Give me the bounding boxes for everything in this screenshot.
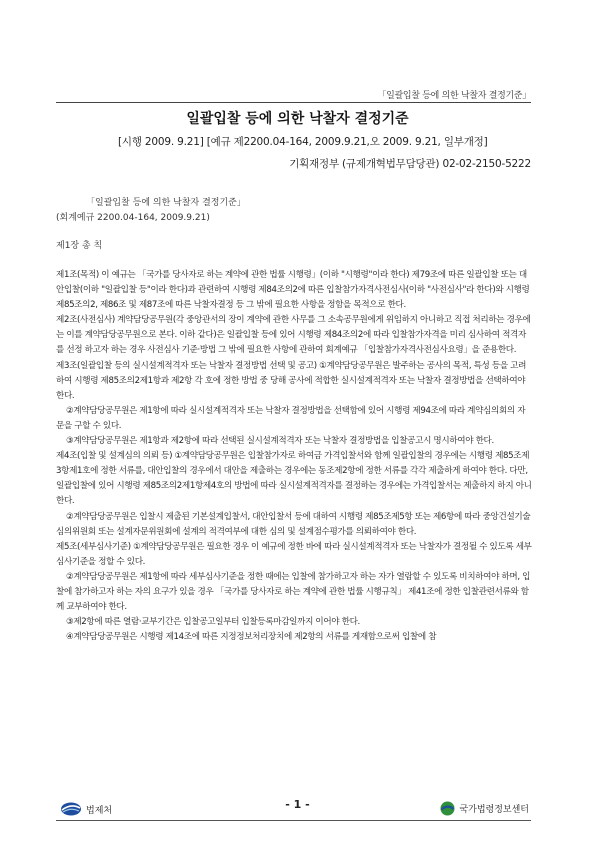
document-body	[56, 268, 533, 645]
article-4-para-2: ②계약담당공무원은 입찰시 제출된 기본설계입찰서, 대안입찰서 등에 대하여 시행령 제85조제5항 또는 제6항에 따라 중앙건설기술심의위원회 또는 설계자문위원회에 설계의 적격여부에 대한 심의 및 설계점수평가를 의뢰하여야 한다.	[56, 511, 531, 537]
document-title: 일괄입찰 등에 의한 낙찰자 결정기준	[186, 111, 409, 127]
sub-reference: (회계예규 2200.04-164, 2009.9.21)	[56, 213, 210, 223]
law-info-center-logo-icon	[440, 801, 455, 816]
enforcement-line: [시행 2009. 9.21] [예규 제2200.04-164, 2009.9.21,오 2009. 9.21, 일부개정]	[118, 136, 488, 148]
footer-right	[440, 801, 529, 816]
page-number: - 1 -	[285, 798, 310, 811]
article-5-para-4: ④계약담당공무원은 시행령 제14조에 따른 지정정보처리장치에 제2항의 서류를 게재함으로써 입찰에 참	[66, 632, 437, 643]
running-header: 「일괄입찰 등에 의한 낙찰자 결정기준」	[377, 91, 531, 101]
article-3-para-1: 제3조(일괄입찰 등의 실시설계적격자 또는 낙찰자 결정방법 선택 및 공고) ①계약담당공무원은 발주하는 공사의 목적, 특성 등을 고려하여 시행령 제85조의2제1항과 제2항 각 호에 정한 방법 중 당해 공사에 적합한 실시설계적격자 또는 낙찰자 결정방법을 선택하여야 한다.	[56, 360, 527, 401]
article-5-para-3: ③제2항에 따른 열람·교부기간은 입찰공고일부터 입찰등록마감일까지 이어야 한다.	[66, 617, 360, 628]
article-2: 제2조(사전심사) 계약담당공무원(각 중앙관서의 장이 계약에 관한 사무를 그 소속공무원에게 위임하지 아니하고 직접 처리하는 경우에는 이를 계약담당공무원으로 본다. 이하 같다)은 일괄입찰 등에 있어 시행령 제84조의2에 따라 입찰참가자격을 미리 심사하여 적격자를 선정 하고자 하는 경우 사전심사 기준·방법 그 밖에 필요한 사항에 관하여 회계예규 「입찰참가자격사전심사요령」을 준용한다.	[56, 315, 531, 356]
footer-right-org: 국가법령정보센터	[459, 805, 529, 815]
document-meta	[56, 134, 531, 171]
article-5-para-2: ②계약담당공무원은 제1항에 따라 세부심사기준을 정한 때에는 입찰에 참가하고자 하는 자가 열람할 수 있도록 비치하여야 하며, 입찰에 참가하고자 하는 자의 요구가 있을 경우 「국가를 당사자로 하는 계약에 관한 법률 시행규칙」 제41조에 정한 입찰관련서류와 함께 교부하여야 한다.	[56, 571, 531, 613]
footer-divider	[56, 820, 531, 821]
ministry-line: 기획재정부 (규제개혁법무담당관) 02-02-2150-5222	[289, 158, 531, 170]
sub-title: 「일괄입찰 등에 의한 낙찰자 결정기준」	[86, 198, 246, 208]
article-5-para-1: 제5조(세부심사기준) ①계약담당공무원은 필요한 경우 이 예규에 정한 바에 따라 실시설계적격자 또는 낙찰자가 결정될 수 있도록 세부심사기준을 정할 수 있다.	[56, 541, 532, 567]
footer-left-org: 법제처	[86, 805, 113, 816]
article-1: 제1조(목적) 이 예규는 「국가를 당사자로 하는 계약에 관한 법률 시행령」(이하 "시행령"이라 한다) 제79조에 따른 일괄입찰 또는 대안입찰(이하 "일괄입찰 등"이라 한다)과 관련하여 시행령 제84조의2에 따른 입찰참가자격사전심사(이하 "사전심사"라 한다)와 시행령 제85조의2, 제86조 및 제87조에 따른 낙찰자결정 등 그 밖에 필요한 사항을 정함을 목적으로 한다.	[56, 270, 530, 311]
header-divider	[56, 102, 531, 103]
article-3-para-2: ②계약담당공무원은 제1항에 따라 실시설계적격자 또는 낙찰자 결정방법을 선택함에 있어 시행령 제94조에 따라 계약심의회의 자문을 구할 수 있다.	[56, 405, 526, 431]
article-3-para-3: ③계약담당공무원은 제1항과 제2항에 따라 선택된 실시설계적격자 또는 낙찰자 결정방법을 입찰공고시 명시하여야 한다.	[66, 436, 494, 447]
article-4-para-1: 제4조(입찰 및 설계심의 의뢰 등) ①계약담당공무원은 입찰참가자로 하여금 가격입찰서와 함께 일괄입찰의 경우에는 시행령 제85조제3항제1호에 정한 서류를, 대안입찰의 경우에서 대안을 제출하는 경우에는 동조제2항에 정한 서류를 각각 제출하게 하여야 한다. 다만, 일괄입찰에 있어 시행령 제85조의2제1항제4호의 방법에 따라 실시설계적격자를 결정하는 경우에는 가격입찰서는 제출하지 하지 아니한다.	[56, 451, 532, 507]
sub-heading	[56, 196, 531, 226]
chapter-heading: 제1장 총 칙	[56, 241, 103, 251]
